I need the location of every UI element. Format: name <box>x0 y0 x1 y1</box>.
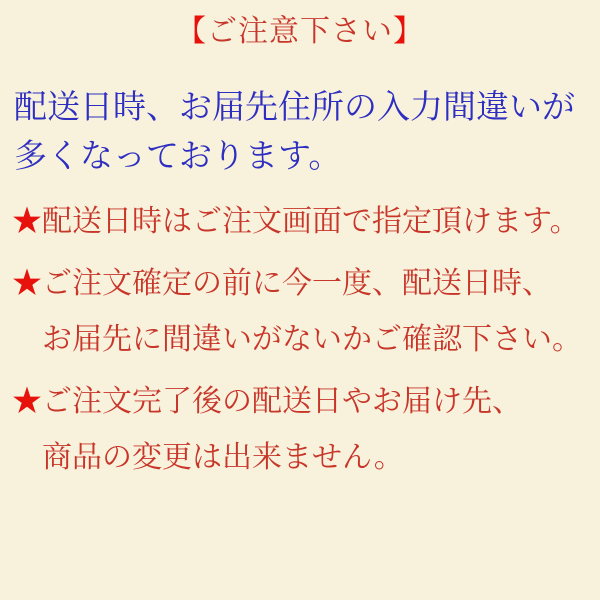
bullet-text: 商品の変更は出来ません。 <box>42 441 404 474</box>
title-text: ご注意下さい <box>207 15 393 48</box>
title-close-bracket: 】 <box>393 15 424 48</box>
page-title <box>0 0 600 52</box>
star-icon: ★ <box>12 205 42 238</box>
title-open-bracket: 【 <box>176 15 207 48</box>
list-item-no-changes-after-order <box>12 374 600 486</box>
list-item-delivery-date <box>12 194 600 250</box>
bullet-line-continuation <box>12 312 600 368</box>
bullet-text: お届先に間違いがないかご確認下さい。 <box>42 323 582 356</box>
star-icon: ★ <box>12 267 42 300</box>
bullet-text: ご注文確定の前に今一度、配送日時、 <box>42 267 552 300</box>
intro-line-2: 多くなっております。 <box>14 137 342 174</box>
list-item-confirm-before-order <box>12 256 600 368</box>
bullet-text: ご注文完了後の配送日やお届け先、 <box>42 385 522 418</box>
bullet-line <box>12 374 600 430</box>
intro-line-1: 配送日時、お届先住所の入力間違いが <box>14 88 575 125</box>
bullet-text: 配送日時はご注文画面で指定頂けます。 <box>42 205 580 238</box>
warning-list <box>12 194 600 486</box>
bullet-line-continuation <box>12 430 600 486</box>
star-icon: ★ <box>12 385 42 418</box>
bullet-line <box>12 256 600 312</box>
intro-paragraph <box>14 82 600 180</box>
bullet-line <box>12 194 600 250</box>
